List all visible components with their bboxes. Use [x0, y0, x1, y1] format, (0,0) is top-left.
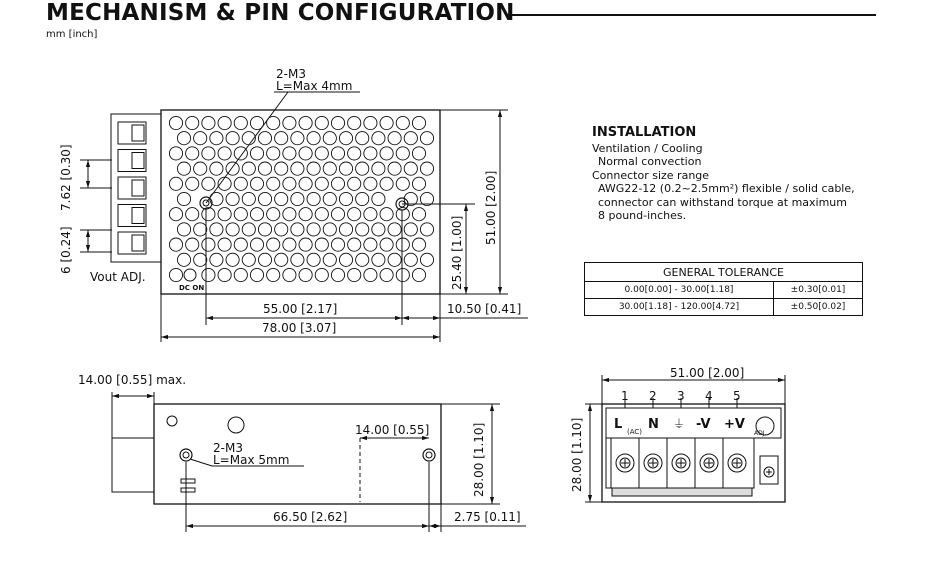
vent-hole [356, 223, 369, 236]
top-screw-label-1: 2-M3 [276, 67, 306, 81]
vent-hole [331, 268, 344, 281]
vent-hole [283, 116, 296, 129]
vent-hole [218, 208, 231, 221]
tolerance-heading: GENERAL TOLERANCE [585, 263, 863, 282]
vent-hole [186, 238, 199, 251]
vent-hole [250, 147, 263, 160]
terminal-slots [118, 122, 146, 254]
terminal-slot-inner [132, 208, 144, 224]
vent-hole [315, 268, 328, 281]
vent-hole [339, 162, 352, 175]
vent-hole [291, 253, 304, 266]
vent-hole [169, 208, 182, 221]
vent-hole [404, 132, 417, 145]
front-base [612, 488, 752, 496]
installation-line-2: Normal convection [598, 155, 702, 168]
terminal-slot-inner [132, 125, 144, 141]
vent-hole [250, 208, 263, 221]
vent-hole [202, 268, 215, 281]
vent-hole [356, 162, 369, 175]
side-screw-label-1: 2-M3 [213, 441, 243, 455]
vent-hole [348, 116, 361, 129]
vent-hole [412, 238, 425, 251]
installation-line-6: 8 pound-inches. [598, 209, 687, 222]
dim-length: 78.00 [3.07] [262, 321, 337, 335]
adj-potentiometer [184, 269, 196, 281]
vent-hole [291, 223, 304, 236]
vent-hole [299, 147, 312, 160]
vent-hole [234, 208, 247, 221]
vent-hole [364, 177, 377, 190]
side-terminal [112, 438, 154, 492]
vent-hole [202, 208, 215, 221]
vent-hole [396, 238, 409, 251]
vent-hole [420, 223, 433, 236]
vent-hole [380, 268, 393, 281]
dim-width: 51.00 [2.00] [484, 170, 498, 245]
vent-hole [169, 147, 182, 160]
vent-hole [299, 208, 312, 221]
vent-hole [388, 253, 401, 266]
side-screw-label-2: L=Max 5mm [213, 453, 290, 467]
vent-hole [186, 147, 199, 160]
pin-l-label: L [614, 417, 623, 432]
vent-hole [275, 253, 288, 266]
tolerance-range: 0.00[0.00] - 30.00[1.18] [585, 282, 774, 299]
vent-hole [348, 238, 361, 251]
side-mounting-hole-inner [183, 452, 189, 458]
vent-hole [315, 208, 328, 221]
vent-hole [258, 162, 271, 175]
vent-hole [356, 253, 369, 266]
dim-terminal-depth: 14.00 [0.55] max. [78, 373, 187, 387]
dim-hole-pitch-horizontal: 55.00 [2.17] [263, 302, 338, 316]
pin-ac-label: (AC) [627, 428, 643, 436]
vent-hole [331, 116, 344, 129]
vent-hole [323, 223, 336, 236]
vent-hole [372, 132, 385, 145]
vent-hole [420, 253, 433, 266]
vent-hole [169, 116, 182, 129]
vent-hole [234, 116, 247, 129]
installation-line-3: Connector size range [592, 168, 710, 182]
vent-hole [339, 192, 352, 205]
vent-hole [348, 147, 361, 160]
vent-hole [412, 268, 425, 281]
pin-plus-v-label: +V [724, 417, 745, 432]
terminal-slot-inner [132, 235, 144, 251]
vent-hole [250, 268, 263, 281]
pin-adj-label: ADJ. [754, 430, 767, 437]
vent-hole [267, 208, 280, 221]
pin-number: 5 [733, 389, 741, 403]
vent-hole [202, 238, 215, 251]
vent-hole [226, 132, 239, 145]
vent-hole [315, 177, 328, 190]
vent-hole [323, 192, 336, 205]
vent-hole [348, 177, 361, 190]
vent-hole [307, 132, 320, 145]
side-body [154, 404, 441, 504]
vent-hole [169, 238, 182, 251]
vent-hole [291, 192, 304, 205]
terminal-slot-inner [132, 153, 144, 169]
pin-number: 1 [621, 389, 629, 403]
front-dim-width: 51.00 [2.00] [670, 366, 745, 380]
vent-hole [388, 162, 401, 175]
vent-hole [218, 147, 231, 160]
vent-hole [323, 253, 336, 266]
side-dim-edge: 2.75 [0.11] [454, 510, 521, 524]
vent-hole [380, 238, 393, 251]
vent-hole [194, 223, 207, 236]
vent-hole [412, 147, 425, 160]
vent-hole [242, 192, 255, 205]
vent-hole [372, 192, 385, 205]
front-view [585, 375, 785, 502]
side-slot [181, 479, 195, 483]
vent-hole [348, 208, 361, 221]
terminal-slot-inner [132, 180, 144, 196]
vent-hole [307, 192, 320, 205]
vent-hole [404, 223, 417, 236]
vent-hole [364, 238, 377, 251]
vent-hole [242, 253, 255, 266]
dim-pin-width: 6 [0.24] [59, 226, 73, 274]
vent-hole [169, 177, 182, 190]
vent-hole [364, 268, 377, 281]
vent-hole [177, 223, 190, 236]
vent-hole [177, 162, 190, 175]
vent-hole [258, 132, 271, 145]
page-title: MECHANISM & PIN CONFIGURATION [46, 0, 515, 26]
vent-hole [339, 132, 352, 145]
vent-hole [283, 268, 296, 281]
vent-hole [234, 147, 247, 160]
vent-hole [226, 223, 239, 236]
pin-minus-v-label: -V [696, 417, 711, 432]
vent-hole [396, 268, 409, 281]
top-screw-label-2: L=Max 4mm [276, 79, 353, 93]
vent-hole [364, 116, 377, 129]
vent-hole [194, 162, 207, 175]
vent-hole [177, 253, 190, 266]
vent-hole [404, 253, 417, 266]
vent-hole [202, 147, 215, 160]
vent-hole [177, 132, 190, 145]
vout-adj-label: Vout ADJ. [90, 270, 146, 284]
vent-hole [283, 177, 296, 190]
vent-hole [250, 177, 263, 190]
pin-number: 2 [649, 389, 657, 403]
vent-hole [169, 268, 182, 281]
side-dim-hole-pitch: 66.50 [2.62] [273, 510, 348, 524]
vent-hole [218, 116, 231, 129]
vent-hole [412, 177, 425, 190]
installation-line-1: Ventilation / Cooling [592, 141, 703, 155]
vent-hole [412, 208, 425, 221]
vent-hole [356, 132, 369, 145]
dc-on-label: DC ON [179, 284, 205, 292]
front-dim-height: 28.00 [1.10] [570, 417, 584, 492]
vent-hole [210, 132, 223, 145]
vent-hole [356, 192, 369, 205]
vent-hole [348, 268, 361, 281]
pin-number: 4 [705, 389, 713, 403]
vent-hole [420, 132, 433, 145]
installation-line-5: connector can withstand torque at maximum [598, 195, 847, 209]
vent-hole [267, 238, 280, 251]
vent-hole [420, 162, 433, 175]
pin-n-label: N [648, 417, 659, 432]
vent-hole [275, 192, 288, 205]
side-mounting-hole-inner [426, 452, 432, 458]
vent-hole [267, 268, 280, 281]
side-mounting-hole [423, 449, 435, 461]
tolerance-value: ±0.30[0.01] [774, 282, 863, 299]
vent-hole [331, 147, 344, 160]
vent-hole [331, 177, 344, 190]
vent-hole [396, 147, 409, 160]
vent-hole [331, 208, 344, 221]
vent-hole [307, 162, 320, 175]
vent-hole [186, 177, 199, 190]
vent-hole [299, 238, 312, 251]
vent-hole [210, 253, 223, 266]
side-pot [228, 417, 244, 433]
vent-hole [404, 162, 417, 175]
dim-hole-pitch-vertical: 25.40 [1.00] [450, 215, 464, 290]
vent-hole [218, 268, 231, 281]
vent-hole [275, 132, 288, 145]
vent-hole [210, 223, 223, 236]
vent-hole [372, 162, 385, 175]
vent-hole [234, 268, 247, 281]
vent-hole [372, 223, 385, 236]
vent-hole [283, 208, 296, 221]
vent-hole [372, 253, 385, 266]
vent-hole [218, 238, 231, 251]
vent-hole [242, 162, 255, 175]
vent-hole [323, 162, 336, 175]
vent-hole [194, 253, 207, 266]
side-led [167, 416, 177, 426]
vent-hole [258, 192, 271, 205]
vent-hole [226, 192, 239, 205]
vent-hole [307, 223, 320, 236]
vent-hole [250, 238, 263, 251]
vent-hole [202, 116, 215, 129]
vent-hole [258, 223, 271, 236]
installation-line-4: AWG22-12 (0.2~2.5mm²) flexible / solid cable, [598, 182, 855, 195]
vent-hole [388, 132, 401, 145]
pin-ground-label: ⏚ [673, 417, 686, 431]
vent-hole [412, 116, 425, 129]
vent-hole [396, 116, 409, 129]
pin-number: 3 [677, 389, 685, 403]
vent-hole [380, 116, 393, 129]
vent-hole [194, 132, 207, 145]
vent-hole [388, 223, 401, 236]
vent-hole [299, 116, 312, 129]
vent-hole [323, 132, 336, 145]
installation-heading: INSTALLATION [592, 125, 697, 140]
side-dim-height: 28.00 [1.10] [472, 422, 486, 497]
vent-hole [339, 253, 352, 266]
vent-hole [202, 177, 215, 190]
vent-hole [275, 162, 288, 175]
vent-hole [380, 147, 393, 160]
vent-hole [364, 147, 377, 160]
vent-hole [339, 223, 352, 236]
vent-hole [299, 268, 312, 281]
vent-hole [331, 238, 344, 251]
vent-hole [283, 147, 296, 160]
vent-hole [283, 238, 296, 251]
vent-hole [291, 162, 304, 175]
side-dim-hole-offset: 14.00 [0.55] [355, 423, 430, 437]
vent-hole [267, 177, 280, 190]
vent-hole [299, 177, 312, 190]
dim-hole-offset: 10.50 [0.41] [447, 302, 522, 316]
vent-hole [267, 147, 280, 160]
vent-hole [242, 223, 255, 236]
vent-hole [380, 208, 393, 221]
vent-hole [364, 208, 377, 221]
vent-hole [234, 177, 247, 190]
front-body [602, 404, 785, 502]
vent-hole [226, 253, 239, 266]
vent-hole [258, 253, 271, 266]
vent-hole [234, 238, 247, 251]
vent-hole [315, 116, 328, 129]
side-slot [181, 488, 195, 492]
vent-hole [380, 177, 393, 190]
front-terminal-screws [611, 398, 746, 488]
vent-hole [315, 238, 328, 251]
vent-hole [315, 147, 328, 160]
vent-hole [291, 132, 304, 145]
tolerance-range: 30.00[1.18] - 120.00[4.72] [585, 299, 774, 316]
pin-numbers [621, 389, 741, 403]
vent-hole [186, 208, 199, 221]
vent-hole [396, 177, 409, 190]
vent-hole [210, 162, 223, 175]
tolerance-value: ±0.50[0.02] [774, 299, 863, 316]
dim-pin-pitch: 7.62 [0.30] [59, 144, 73, 211]
vent-hole [307, 253, 320, 266]
vent-hole [177, 192, 190, 205]
units-note: mm [inch] [46, 29, 98, 40]
vent-hole [186, 116, 199, 129]
vent-hole [275, 223, 288, 236]
